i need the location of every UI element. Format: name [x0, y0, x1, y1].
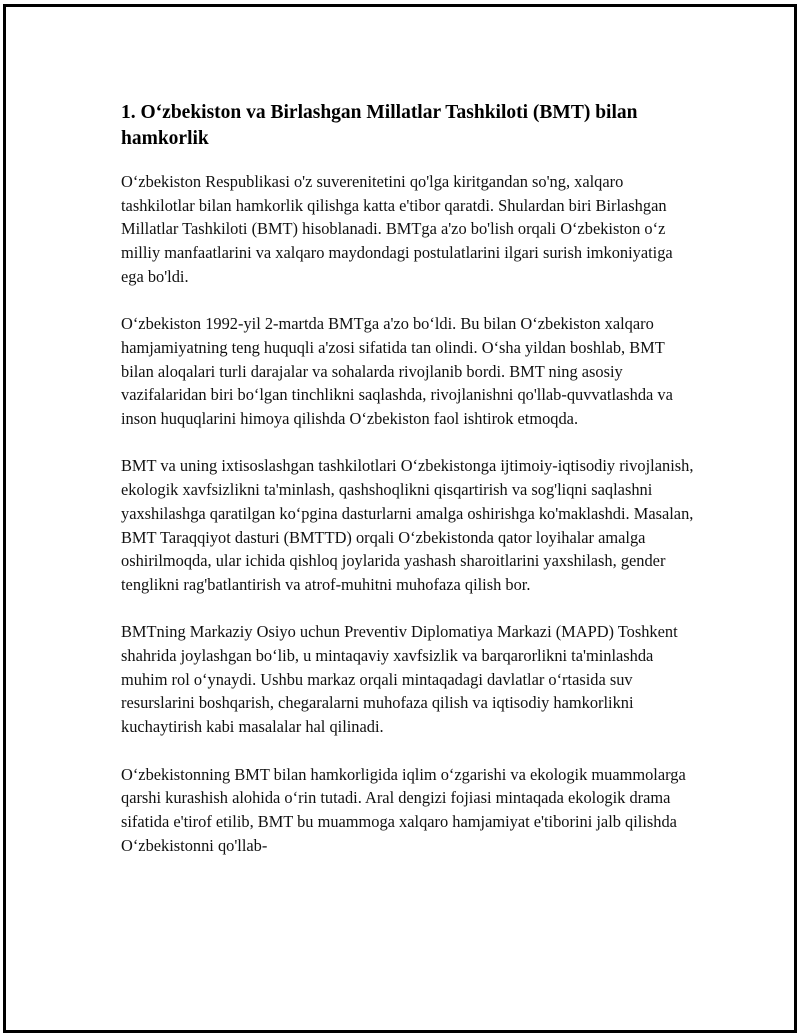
paragraph-2: O‘zbekiston 1992-yil 2-martda BMTga a'zo bo‘ldi. Bu bilan O‘zbekiston xalqaro hamjamiyatning teng huquqli a'zosi sifatida tan olindi. O‘sha yildan boshlab, BMT bilan aloqalari turli darajalar va sohalarda rivojlanib bordi. BMT ning asosiy vazifalaridan biri bo‘lgan tinchlikni saqlashda, rivojlanishni qo'llab-quvvatlashda va inson huquqlarini himoya qilishda O‘zbekiston faol ishtirok etmoqda.: [121, 314, 673, 429]
document-page: [3, 4, 797, 1033]
paragraph-4: BMTning Markaziy Osiyo uchun Preventiv Diplomatiya Markazi (MAPD) Toshkent shahrida joylashgan bo‘lib, u mintaqaviy xavfsizlik va barqarorlikni ta'minlashda muhim rol o‘ynaydi. Ushbu markaz orqali mintaqadagi davlatlar o‘rtasida suv resurslarini boshqarish, chegaralarni muhofaza qilish va iqtisodiy hamkorlikni kuchaytirish kabi masalalar hal qilinadi.: [121, 622, 678, 737]
section-heading: 1. O‘zbekiston va Birlashgan Millatlar Tashkiloti (BMT) bilan hamkorlik: [121, 102, 638, 149]
paragraph-1: O‘zbekiston Respublikasi o'z suverenitetini qo'lga kiritgandan so'ng, xalqaro tashkilotlar bilan hamkorlik qilishga katta e'tibor qaratdi. Shulardan biri Birlashgan Millatlar Tashkiloti (BMT) hisoblanadi. BMTga a'zo bo'lish orqali O‘zbekiston o‘z milliy manfaatlarini va xalqaro maydondagi postulatlarini ilgari surish imkoniyatiga ega bo'ldi.: [121, 172, 673, 286]
paragraph-3: BMT va uning ixtisoslashgan tashkilotlari O‘zbekistonga ijtimoiy-iqtisodiy rivojlanish, ekologik xavfsizlikni ta'minlash, qashshoqlikni qisqartirish va sog'liqni saqlashni yaxshilashga qaratilgan ko‘pgina dasturlarni amalga oshirishga ko'maklashdi. Masalan, BMT Taraqqiyot dasturi (BMTTD) orqali O‘zbekistonda qator loyihalar amalga oshirilmoqda, ular ichida qishloq joylarida yashash sharoitlarini yaxshilash, gender tenglikni rag'batlantirish va atrof-muhitni muhofaza qilish bor.: [121, 456, 694, 594]
document-body: [121, 100, 696, 881]
paragraph-5: O‘zbekistonning BMT bilan hamkorligida iqlim o‘zgarishi va ekologik muammolarga qarshi kurashish alohida o‘rin tutadi. Aral dengizi fojiasi mintaqada ekologik drama sifatida e'tirof etilib, BMT bu muammoga xalqaro hamjamiyat e'tiborini jalb qilishda O‘zbekistonni qo'llab-: [121, 764, 686, 855]
